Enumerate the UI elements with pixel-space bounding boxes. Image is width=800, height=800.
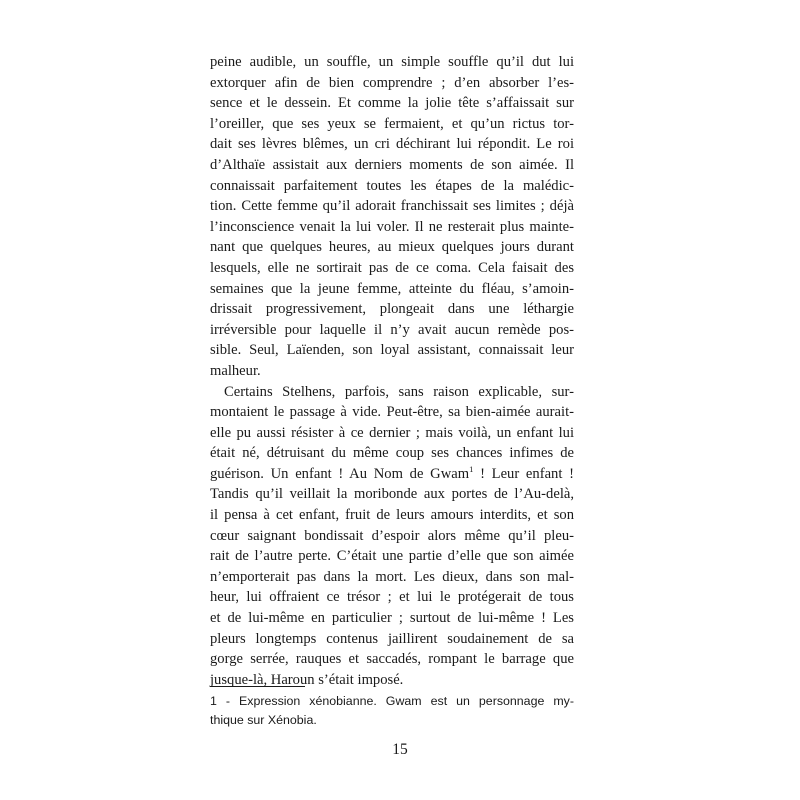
page-number: 15	[392, 741, 408, 758]
text-line: dait ses lèvres blêmes, un cri déchirant lui répondit. Le roi	[210, 136, 574, 153]
footnote-line: 1 - Expression xénobianne. Gwam est un personnage my-	[210, 694, 574, 708]
text-line: Certains Stelhens, parfois, sans raison explicable, sur-	[224, 383, 574, 400]
text-line: il pensa à cet enfant, fruit de leurs amours interdits, et son	[210, 507, 574, 524]
text-segment: ! Leur enfant !	[480, 465, 574, 482]
text-line: l’inconscience venait la lui voler. Il ne resterait plus mainte-	[210, 218, 574, 235]
text-line: l’oreiller, que ses yeux se fermaient, et qu’un rictus tor-	[210, 115, 574, 132]
footnote	[210, 692, 574, 730]
text-line: jusque-là, Haroun s’était imposé.	[210, 671, 404, 688]
text-line: connaissait parfaitement toutes les étapes de la malédic-	[210, 177, 574, 194]
text-line: sence et le dessein. Et comme la jolie tête s’affaissait sur	[210, 95, 574, 112]
text-line: irréversible pour laquelle il n’y avait aucun remède pos-	[210, 321, 574, 338]
paragraph-1	[210, 52, 574, 382]
text-line: gorge serrée, rauques et saccadés, rompant le barrage que	[210, 651, 574, 668]
text-line: extorquer afin de bien comprendre ; d’en absorber l’es-	[210, 74, 574, 91]
footnote-line: thique sur Xénobia.	[210, 713, 317, 727]
paragraph-2	[210, 382, 574, 691]
text-line: cœur saignant bondissait d’espoir alors même qu’il pleu-	[210, 527, 574, 544]
text-line: elle pu aussi résister à ce dernier ; mais voilà, un enfant lui	[210, 424, 574, 441]
text-line: semaines que la jeune femme, atteinte du fléau, s’amoin-	[210, 280, 574, 297]
text-line: pleurs longtemps contenus jaillirent soudainement de sa	[210, 630, 574, 647]
footnote-reference: 1	[469, 464, 474, 475]
text-line: d’Althaïe assistait aux derniers moments de son aimée. Il	[210, 156, 574, 173]
text-line: nant que quelques heures, au mieux quelques jours durant	[210, 239, 574, 256]
footnote-divider	[210, 686, 305, 687]
text-line: rait de l’autre perte. C’était une partie d’elle que son aimée	[210, 548, 574, 565]
text-line: et de lui-même en particulier ; surtout de lui-même ! Les	[210, 610, 574, 627]
text-line: tion. Cette femme qu’il adorait franchissait ses limites ; déjà	[210, 198, 574, 215]
main-text	[210, 52, 574, 690]
text-segment: guérison. Un enfant ! Au Nom de Gwam	[210, 465, 470, 482]
text-line: n’emporterait pas dans la mort. Les dieux, dans son mal-	[210, 568, 574, 585]
text-line-with-footnote	[210, 464, 574, 485]
text-line: sible. Seul, Laïenden, son loyal assistant, connaissait leur	[210, 342, 574, 359]
text-line: Tandis qu’il veillait la moribonde aux portes de l’Au-delà,	[210, 486, 574, 503]
text-line: malheur.	[210, 362, 261, 379]
text-line: peine audible, un souffle, un simple souffle qu’il dut lui	[210, 54, 574, 70]
text-line: était né, détruisant du même coup ses chances infimes de	[210, 445, 574, 462]
text-line: montaient le passage à vide. Peut-être, sa bien-aimée aurait-	[210, 404, 574, 421]
text-line: heur, lui offraient ce trésor ; et lui le protégerait de tous	[210, 589, 574, 606]
text-line: lesquels, elle ne sortirait pas de ce coma. Cela faisait des	[210, 259, 574, 276]
text-line: drissait progressivement, plongeait dans une léthargie	[210, 301, 574, 318]
